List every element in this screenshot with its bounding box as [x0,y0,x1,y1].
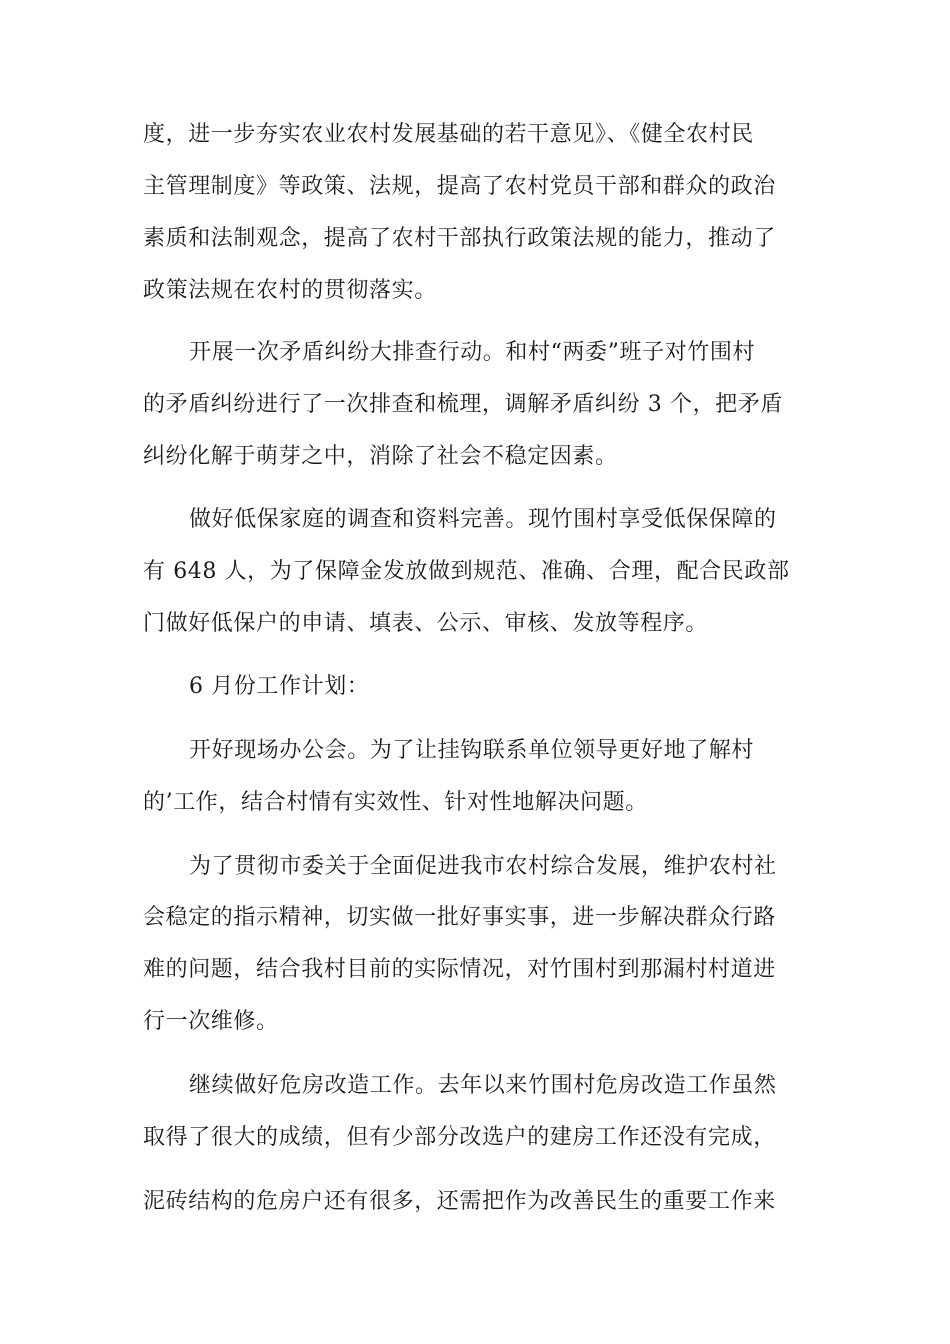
section-heading: 6 月份工作计划： [189,674,370,699]
text-line: 会稳定的指示精神，切实做一批好事实事，进一步解决群众行路 [143,905,776,930]
text-line: 纠纷化解于萌芽之中，消除了社会不稳定因素。 [143,444,618,469]
text-line: 难的问题，结合我村目前的实际情况，对竹围村到那漏村村道进 [143,957,776,982]
text-line: 取得了很大的成绩，但有少部分改选户的建房工作还没有完成， [143,1125,776,1150]
paragraph-first-line: 做好低保家庭的调查和资料完善。现竹围村享受低保保障的 [189,507,777,532]
text-line: 有 648 人，为了保障金发放做到规范、准确、合理，配合民政部 [143,559,790,584]
paragraph-first-line: 开展一次矛盾纠纷大排查行动。和村“两委”班子对竹围村 [189,340,756,365]
paragraph-first-line: 开好现场办公会。为了让挂钩联系单位领导更好地了解村 [189,738,755,763]
text-line: 的矛盾纠纷进行了一次排查和梳理，调解矛盾纠纷 3 个，把矛盾 [143,392,783,417]
text-line: 主管理制度》等政策、法规，提高了农村党员干部和群众的政治 [143,174,776,199]
text-line: 的’工作，结合村情有实效性、针对性地解决问题。 [143,790,648,815]
paragraph-first-line: 继续做好危房改造工作。去年以来竹围村危房改造工作虽然 [189,1073,777,1098]
text-line: 度，进一步夯实农业农村发展基础的若干意见》、《健全农村民 [143,122,754,147]
text-line: 行一次维修。 [143,1009,279,1034]
text-line: 泥砖结构的危房户还有很多，还需把作为改善民生的重要工作来 [143,1189,776,1214]
text-line: 素质和法制观念，提高了农村干部执行政策法规的能力，推动了 [143,226,776,251]
paragraph-first-line: 为了贯彻市委关于全面促进我市农村综合发展，维护农村社 [189,854,777,879]
text-line: 门做好低保户的申请、填表、公示、审核、发放等程序。 [143,611,709,636]
text-line: 政策法规在农村的贯彻落实。 [143,278,437,303]
